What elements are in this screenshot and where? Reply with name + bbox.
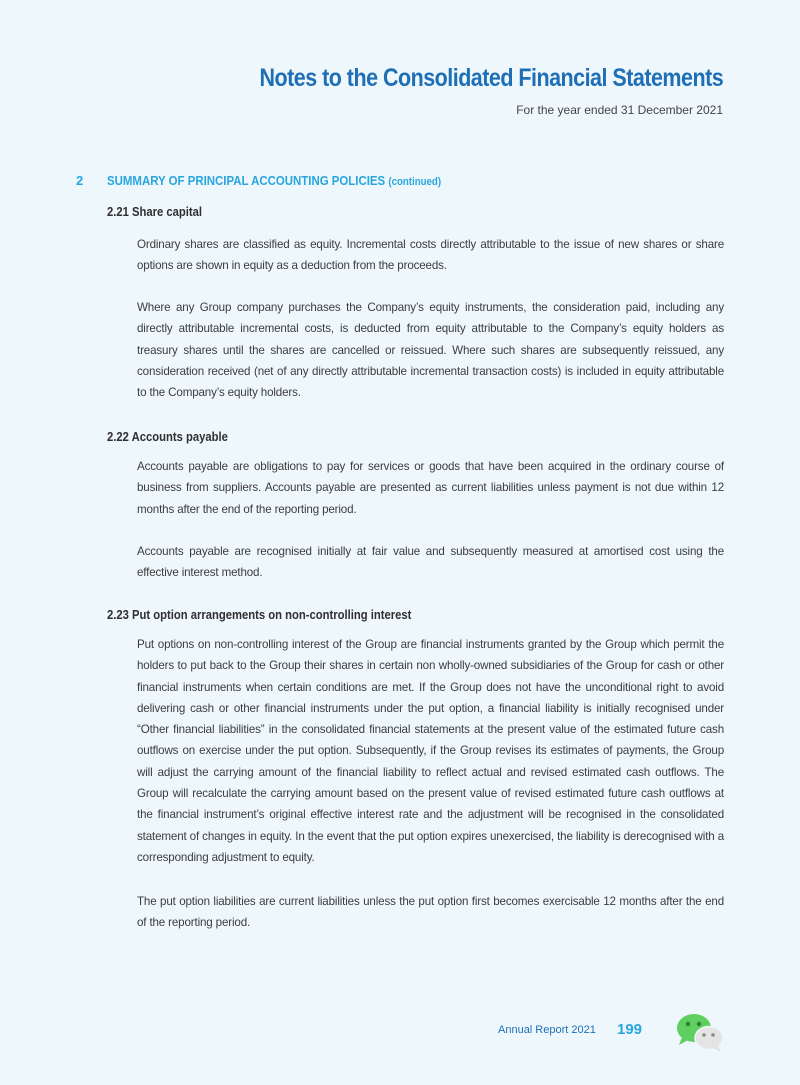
wechat-logo-icon bbox=[674, 1010, 726, 1054]
page-subtitle: For the year ended 31 December 2021 bbox=[516, 103, 723, 117]
paragraph: Accounts payable are recognised initially at fair value and subsequently measured at amortised cost using the effective interest method. bbox=[137, 545, 724, 580]
page-number: 199 bbox=[617, 1021, 643, 1038]
section-number: 2 bbox=[76, 173, 84, 188]
section-title-text: SUMMARY OF PRINCIPAL ACCOUNTING POLICIES bbox=[107, 173, 386, 188]
paragraph: Put options on non-controlling interest of the Group are financial instruments granted by the Group which permit the holders to put back to the Group their shares in certain non wholly-owned subsidiaries of the Group for cash or other financial instruments when certain conditions are met. If the Group does not have the unconditional right to avoid delivering cash or other financial instruments under the put option, a financial liability is initially recognised under “Other financial liabilities” in the consolidated financial statements at the present value of the estimated future cash outflows on exercise under the put option. Subsequently, if the Group revises its estimates of payments, the Group will adjust the carrying amount of the financial liability to reflect actual and revised estimated cash outflows. The Group will recalculate the carrying amount based on the present value of revised estimated future cash outflows at the financial instrument’s original effective interest rate and the adjustment will be recognised in the consolidated statement of changes in equity. In the event that the put option expires unexercised, the liability is derecognised with a corresponding adjustment to equity. bbox=[137, 638, 724, 864]
subsection-heading-accounts-payable: 2.22 Accounts payable bbox=[107, 430, 228, 444]
paragraph: The put option liabilities are current liabilities unless the put option first becomes exercisable 12 months after the end of the reporting period. bbox=[137, 895, 724, 930]
paragraph: Ordinary shares are classified as equity. Incremental costs directly attributable to the issue of new shares or share options are shown in equity as a deduction from the proceeds. bbox=[137, 238, 724, 273]
subsection-heading-put-option: 2.23 Put option arrangements on non-controlling interest bbox=[107, 608, 412, 622]
paragraph: Accounts payable are obligations to pay for services or goods that have been acquired in the ordinary course of business from suppliers. Accounts payable are presented as current liabilities unless payment is not due within 12 months after the end of the reporting period. bbox=[137, 460, 724, 516]
section-continued-label: (continued) bbox=[388, 176, 442, 188]
footer-label: Annual Report 2021 bbox=[498, 1024, 596, 1036]
section-title bbox=[107, 173, 441, 188]
subsection-heading-share-capital: 2.21 Share capital bbox=[107, 205, 203, 219]
page-title: Notes to the Consolidated Financial Statements bbox=[259, 64, 723, 92]
paragraph: Where any Group company purchases the Company’s equity instruments, the consideration paid, including any directly attributable incremental costs, is deducted from equity attributable to the Company’s equity holders as treasury shares until the shares are cancelled or reissued. Where such shares are subsequently reissued, any consideration received (net of any directly attributable incremental transaction costs) is included in equity attributable to the Company’s equity holders. bbox=[137, 301, 724, 400]
